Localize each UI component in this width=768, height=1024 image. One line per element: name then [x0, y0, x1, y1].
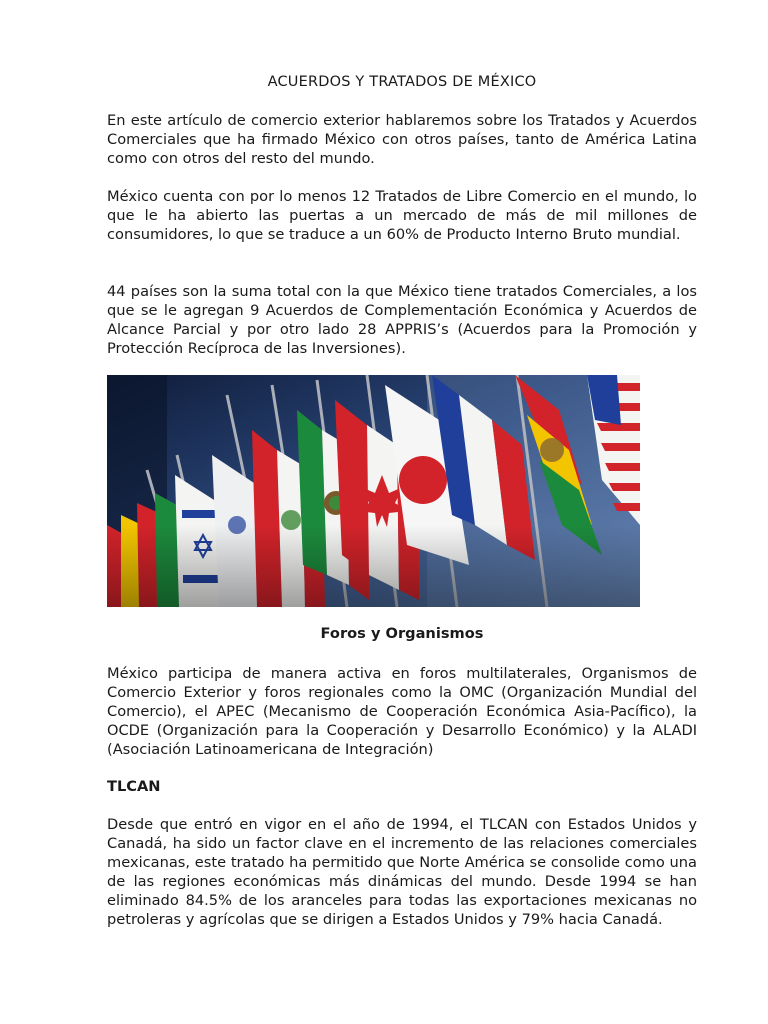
agreements-paragraph: 44 países son la suma total con la que México tiene tratados Comerciales, a los que se le agregan 9 Acuerdos de Complementación Económica y Acuerdos de Alcance Parcial y por otro lado 28 APPRIS’s (Acuerdos para la Promoción y Protección Recíproca de las Inversiones).: [107, 283, 697, 357]
treaties-paragraph: México cuenta con por lo menos 12 Tratados de Libre Comercio en el mundo, lo que le ha abierto las puertas a un mercado de más de mil millones de consumidores, lo que se traduce a un 60% de Producto Interno Bruto mundial.: [107, 188, 697, 243]
tlcan-paragraph: Desde que entró en vigor en el año de 1994, el TLCAN con Estados Unidos y Canadá, ha sido un factor clave en el incremento de las relaciones comerciales mexicanas, este tratado ha permitido que Norte América se consolide como una de las regiones económicas más dinámicas del mundo. Desde 1994 se han eliminado 84.5% de los aranceles para todas las exportaciones mexicanas no petroleras y agrícolas que se dirigen a Estados Unidos y 79% hacia Canadá.: [107, 816, 697, 928]
tlcan-heading: TLCAN: [107, 778, 161, 795]
foros-section-title: Foros y Organismos: [320, 625, 484, 642]
flags-photo: [107, 375, 640, 607]
document-title: ACUERDOS Y TRATADOS DE MÉXICO: [267, 74, 537, 90]
foros-paragraph: México participa de manera activa en foros multilaterales, Organismos de Comercio Exterior y foros regionales como la OMC (Organización Mundial del Comercio), el APEC (Mecanismo de Cooperación Económica Asia-Pacífico), la OCDE (Organización para la Cooperación y Desarrollo Económico) y la ALADI (Asociación Latinoamericana de Integración): [107, 665, 697, 758]
intro-paragraph: En este artículo de comercio exterior hablaremos sobre los Tratados y Acuerdos Comerciales que ha firmado México con otros países, tanto de América Latina como con otros del resto del mundo.: [107, 112, 697, 167]
